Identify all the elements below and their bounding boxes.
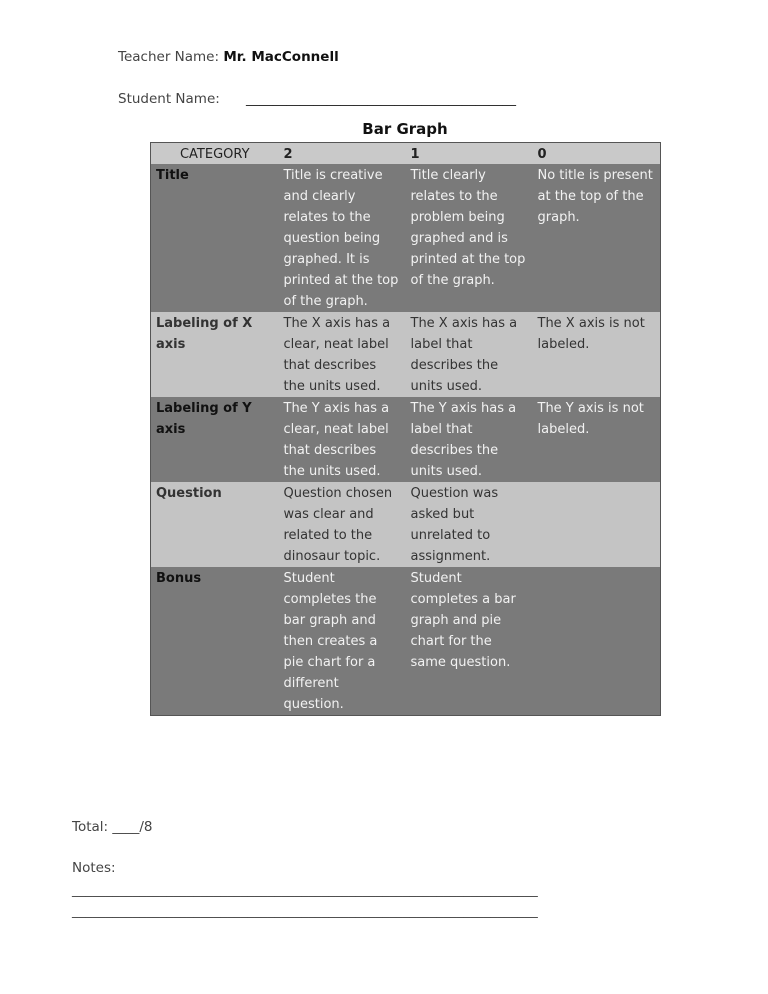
notes-line[interactable]: _____________________________________________________________________ (72, 882, 538, 898)
score-2-cell: The X axis has a clear, neat label that describes the units used. (283, 316, 391, 394)
table-row (151, 164, 661, 312)
column-header-0: 0 (537, 147, 547, 162)
column-header-2: 2 (283, 147, 293, 162)
score-1-cell: Question was asked but unrelated to assignment. (410, 486, 499, 564)
column-header-category: CATEGORY (179, 147, 250, 162)
score-1-cell: Student completes a bar graph and pie chart for the same question. (410, 571, 516, 670)
row-category: Question (156, 486, 222, 501)
table-row (151, 312, 661, 397)
row-category: Labeling of X axis (156, 316, 253, 352)
teacher-line (118, 49, 339, 65)
score-0-cell (533, 567, 661, 716)
teacher-name: Mr. MacConnell (223, 49, 339, 65)
score-2-cell: Student completes the bar graph and then creates a pie chart for a different question. (283, 571, 378, 712)
score-2-cell: Title is creative and clearly relates to the question being graphed. It is printed at the top of the graph. (283, 168, 399, 309)
header-row (151, 143, 661, 165)
column-header-1: 1 (410, 147, 420, 162)
score-2-cell: The Y axis has a clear, neat label that describes the units used. (283, 401, 390, 479)
score-1-cell: The Y axis has a label that describes the units used. (410, 401, 517, 479)
score-0-cell: No title is present at the top of the graph. (537, 168, 653, 225)
score-1-cell: Title clearly relates to the problem being graphed and is printed at the top of the graph. (410, 168, 526, 288)
student-label: Student Name: (118, 91, 220, 107)
table-row (151, 397, 661, 482)
score-0-cell: The X axis is not labeled. (537, 316, 645, 352)
score-1-cell: The X axis has a label that describes the units used. (410, 316, 518, 394)
table-row (151, 482, 661, 567)
row-category: Title (156, 168, 189, 183)
total-score[interactable]: Total: ____/8 (72, 819, 153, 835)
teacher-label: Teacher Name: (118, 49, 220, 65)
student-name-blank[interactable]: ________________________________________ (246, 91, 516, 107)
student-line (118, 91, 516, 107)
rubric-table (150, 142, 661, 716)
score-2-cell: Question chosen was clear and related to the dinosaur topic. (283, 486, 393, 564)
row-category: Labeling of Y axis (156, 401, 252, 437)
rubric-title: Bar Graph (362, 120, 448, 138)
table-row (151, 567, 661, 716)
notes-label: Notes: (72, 860, 116, 876)
notes-line[interactable]: _____________________________________________________________________ (72, 903, 538, 919)
score-0-cell (533, 482, 661, 567)
score-0-cell: The Y axis is not labeled. (537, 401, 644, 437)
row-category: Bonus (156, 571, 202, 586)
